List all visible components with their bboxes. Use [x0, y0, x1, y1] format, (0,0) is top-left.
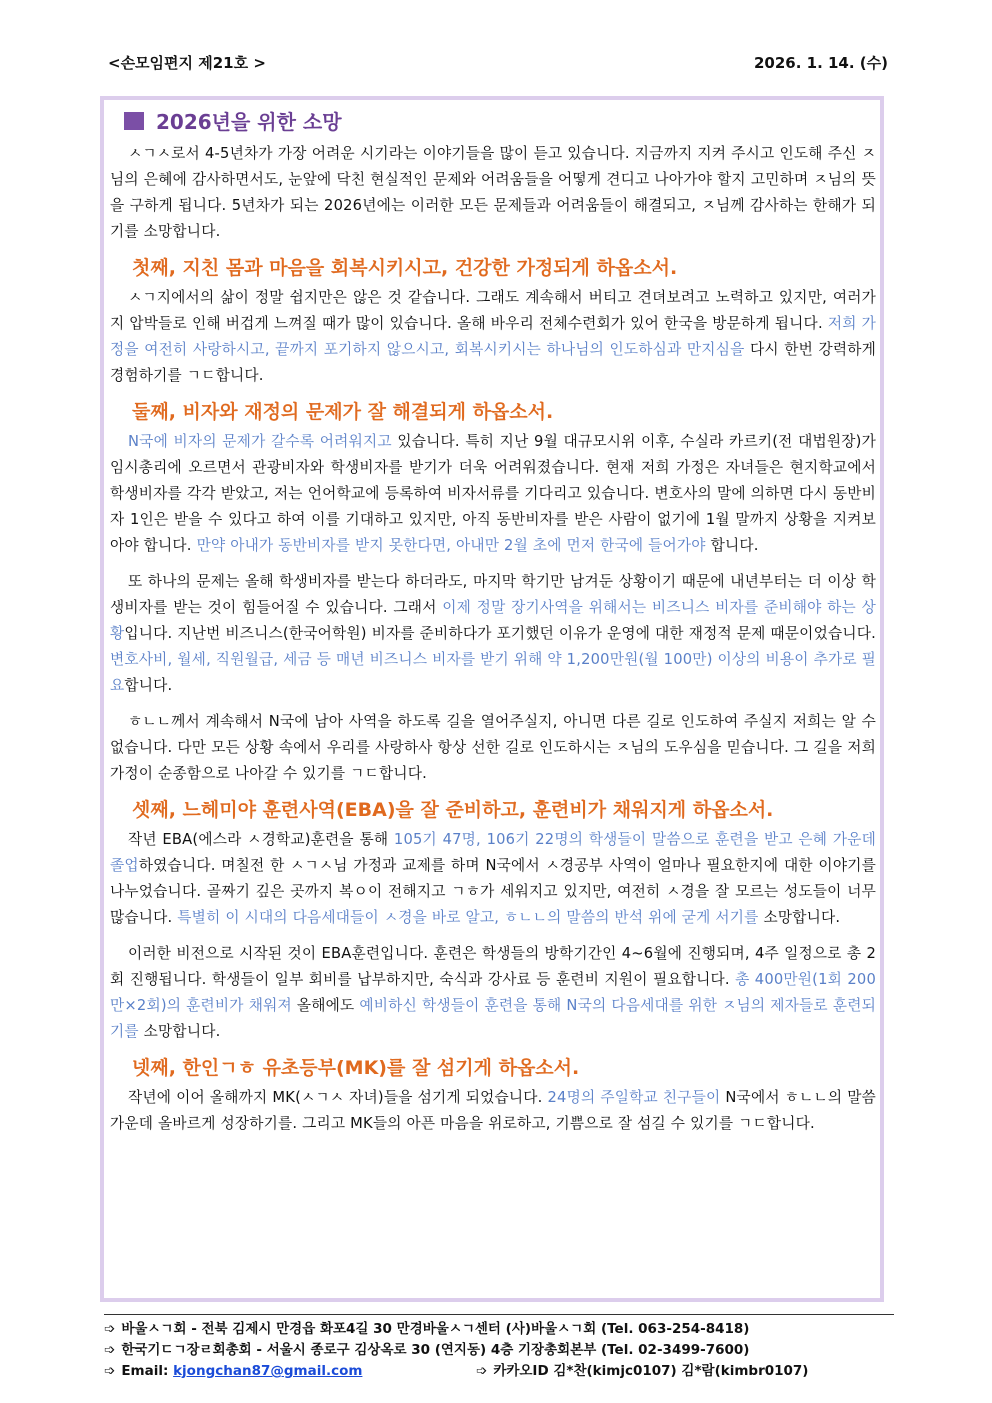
section2-heading: 둘째, 비자와 재정의 문제가 잘 해결되게 하옵소서.	[132, 401, 554, 423]
page-title-text: 2026년을 위한 소망	[156, 110, 342, 134]
highlight-span: 총 400만원(1회 200만×2회)의 훈련비가 채워져	[110, 971, 876, 1014]
arrow-icon: ➩	[104, 1321, 116, 1337]
section3-paragraph2	[110, 941, 876, 1045]
arrow-icon: ➩	[104, 1363, 116, 1379]
text-span: 있습니다. 특히 지난 9월 대규모시위 이후, 수실라 카르키(전 대법원장)가 임시총리에 오르면서 관광비자와 학생비자를 받기가 더욱 어려워졌습니다. 현재 저희 가정은 자녀들은 현지학교에서 학생비자를 각각 받았고, 저는 언어학교에 등록하여 비자서류를 기다리고 있습니다. 변호사의 말에 의하면 다시 동반비자 1인은 받을 수 있다고 하여 이를 기대하고 있지만, 아직 동반비자를 받은 사람이 없기에 1월 말까지 상황을 지켜보아야 합니다.	[110, 433, 876, 554]
section1-paragraph	[110, 285, 876, 389]
arrow-icon: ➩	[104, 1342, 116, 1358]
square-bullet-icon	[124, 112, 144, 130]
kakao-id	[476, 1361, 808, 1382]
text-span: 소망합니다.	[758, 909, 841, 926]
email-label: Email:	[121, 1363, 174, 1379]
footer-text: 한국기ㄷㄱ장ㄹ회총회 - 서울시 종로구 김상옥로 30 (연지동) 4층 기장총회본부 (Tel. 02-3499-7600)	[121, 1342, 750, 1358]
highlight-span: 특별히 이 시대의 다음세대들이 ㅅ경을 바로 알고, ㅎㄴㄴ의 말씀의 반석 위에 굳게 서기를	[177, 909, 759, 926]
text-span: 합니다.	[705, 537, 759, 554]
footer-contact	[104, 1361, 894, 1382]
letter-header	[108, 52, 888, 74]
text-span: 입니다. 지난번 비즈니스(한국어학원) 비자를 준비하다가 포기했던 이유가 운영에 대한 재정적 문제 때문이었습니다.	[124, 625, 876, 642]
kakao-text: 카카오ID 김*찬(kimjc0107) 김*람(kimbr0107)	[493, 1363, 809, 1379]
section1-heading: 첫째, 지친 몸과 마음을 회복시키시고, 건강한 가정되게 하옵소서.	[132, 257, 678, 279]
text-span: N국에서 ㅎㄴㄴ의 말씀 가운데 올바르게 성장하기를. 그리고 MK들의 아픈 마음을 위로하고, 기쁨으로 잘 섬길 수 있기를 ㄱㄷ합니다.	[110, 1089, 876, 1132]
highlight-span: 저희 가정을 여전히 사랑하시고, 끝까지 포기하지 않으시고, 회복시키시는 하나님의 인도하심과 만지심을	[110, 315, 876, 358]
highlight-span: 이제 정말 장기사역을 위해서는 비즈니스 비자를 준비해야 하는 상황	[110, 599, 876, 642]
letter-date: 2026. 1. 14. (수)	[753, 54, 888, 72]
footer-address-2	[104, 1340, 894, 1361]
text-span: 다시 한번 강력하게 경험하기를 ㄱㄷ합니다.	[110, 341, 876, 384]
text-span: 소망합니다.	[138, 1023, 221, 1040]
highlight-span: N국에 비자의 문제가 갈수록 어려워지고	[128, 433, 392, 450]
letter-footer	[104, 1314, 894, 1382]
letter-body	[100, 96, 884, 1302]
section4-paragraph	[110, 1085, 876, 1137]
email-link[interactable]: kjongchan87@gmail.com	[173, 1363, 363, 1379]
text-span: ㅅㄱ지에서의 삶이 정말 쉽지만은 않은 것 같습니다. 그래도 계속해서 버티고 견뎌보려고 노력하고 있지만, 여러가지 압박들로 인해 버겁게 느껴질 때가 많이 있습니다. 올해 바우리 전체수련회가 있어 한국을 방문하게 됩니다.	[110, 289, 876, 332]
footer-text: 바울ㅅㄱ회 - 전북 김제시 만경읍 화포4길 30 만경바울ㅅㄱ센터 (사)바울ㅅㄱ회 (Tel. 063-254-8418)	[121, 1321, 750, 1337]
arrow-icon: ➩	[476, 1363, 488, 1379]
text-span: 작년 EBA(에스라 ㅅ경학교)훈련을 통해	[128, 831, 394, 848]
text-span: 올해에도	[291, 997, 360, 1014]
text-span: 작년에 이어 올해까지 MK(ㅅㄱㅅ 자녀)들을 섬기게 되었습니다.	[128, 1089, 548, 1106]
text-span: 합니다.	[124, 677, 173, 694]
section2-paragraph3: ㅎㄴㄴ께서 계속해서 N국에 남아 사역을 하도록 길을 열어주실지, 아니면 다른 길로 인도하여 주실지 저희는 알 수 없습니다. 다만 모든 상황 속에서 우리를 사랑하사 항상 선한 길로 인도하시는 ㅈ님의 도우심을 믿습니다. 그 길을 저희 가정이 순종함으로 나아갈 수 있기를 ㄱㄷ합니다.	[110, 713, 876, 782]
highlight-span: 24명의 주일학교 친구들이	[547, 1089, 721, 1106]
highlight-span: 105기 47명, 106기 22명의 학생들이 말씀으로 훈련을 받고 은혜 가운데 졸업	[110, 831, 876, 874]
footer-address-1	[104, 1319, 894, 1340]
highlight-span: 예비하신 학생들이 훈련을 통해 N국의 다음세대를 위한 ㅈ님의 제자들로 훈련되기를	[110, 997, 876, 1040]
section2-paragraph1	[110, 429, 876, 559]
intro-paragraph: ㅅㄱㅅ로서 4-5년차가 가장 어려운 시기라는 이야기들을 많이 듣고 있습니다. 지금까지 지켜 주시고 인도해 주신 ㅈ님의 은혜에 감사하면서도, 눈앞에 닥친 현실적인 문제와 어려움들을 어떻게 견디고 나아가야 할지 고민하며 ㅈ님의 뜻을 구하게 됩니다. 5년차가 되는 2026년에는 이러한 모든 문제들과 어려움들이 해결되고, ㅈ님께 감사하는 한해가 되기를 소망합니다.	[110, 145, 876, 240]
section3-paragraph1	[110, 827, 876, 931]
text-span: 하였습니다. 며칠전 한 ㅅㄱㅅ님 가정과 교제를 하며 N국에서 ㅅ경공부 사역이 얼마나 필요한지에 대한 이야기를 나누었습니다. 골짜기 깊은 곳까지 복ㅇ이 전해지고 ㄱㅎ가 세워지고 있지만, 여전히 ㅅ경을 잘 모르는 성도들이 너무 많습니다.	[110, 857, 876, 926]
section4-heading: 넷째, 한인ㄱㅎ 유초등부(MK)를 잘 섬기게 하옵소서.	[132, 1057, 580, 1079]
highlight-span: 만약 아내가 동반비자를 받지 못한다면, 아내만 2월 초에 먼저 한국에 들어가야	[196, 537, 706, 554]
text-span: 이러한 비전으로 시작된 것이 EBA훈련입니다. 훈련은 학생들의 방학기간인 4~6월에 진행되며, 4주 일정으로 총 2회 진행됩니다. 학생들이 일부 회비를 납부하지만, 숙식과 강사료 등 훈련비 지원이 필요합니다.	[110, 945, 876, 988]
section3-heading: 셋째, 느헤미야 훈련사역(EBA)을 잘 준비하고, 훈련비가 채워지게 하옵소서.	[132, 799, 774, 821]
page-title	[124, 106, 876, 135]
highlight-span: 변호사비, 월세, 직원월급, 세금 등 매년 비즈니스 비자를 받기 위해 약 1,200만원(월 100만) 이상의 비용이 추가로 필요	[110, 651, 876, 694]
text-span: 또 하나의 문제는 올해 학생비자를 받는다 하더라도, 마지막 학기만 남겨둔 상황이기 때문에 내년부터는 더 이상 학생비자를 받는 것이 힘들어질 수 있습니다. 그래서	[110, 573, 876, 616]
section2-paragraph2	[110, 569, 876, 699]
letter-issue: <손모임편지 제21호 >	[108, 54, 266, 72]
